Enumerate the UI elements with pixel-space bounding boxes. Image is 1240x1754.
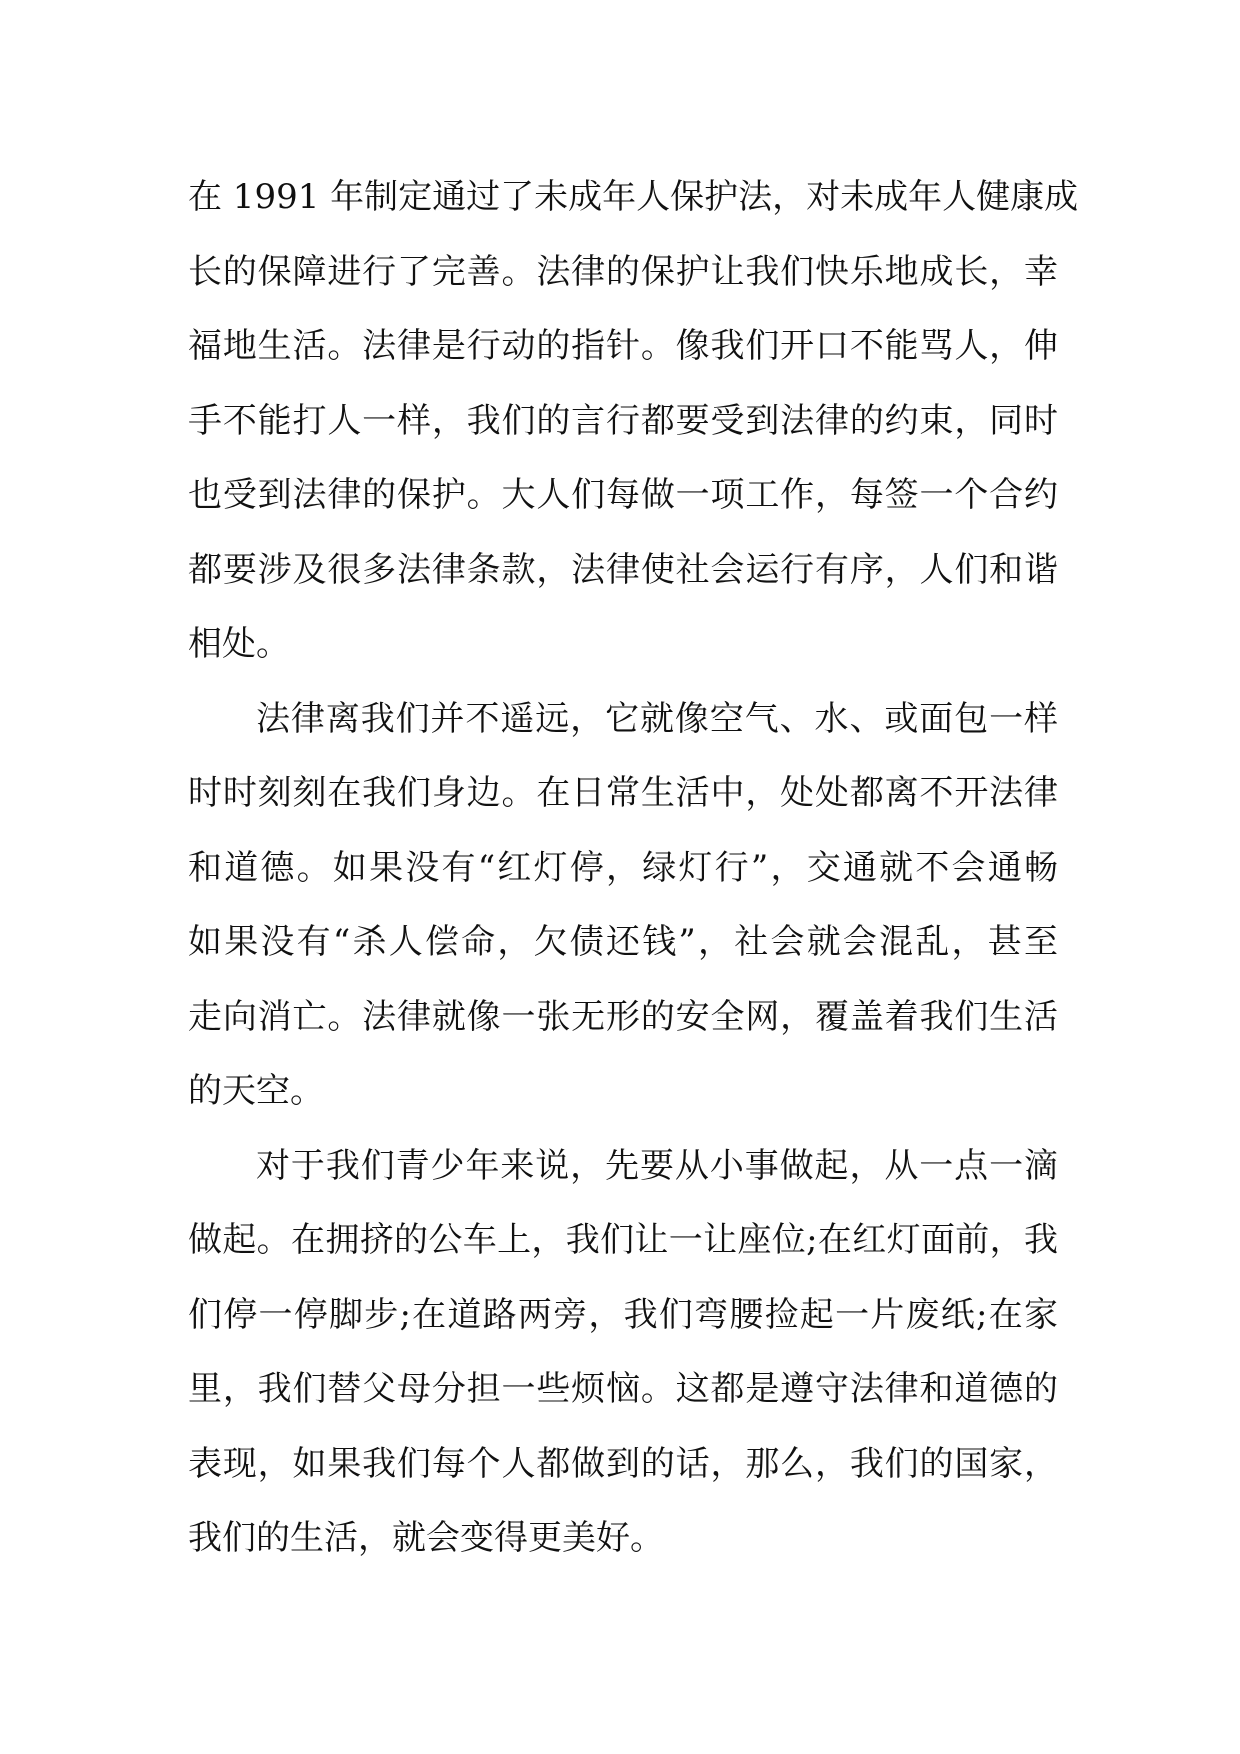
- text-line: 相处。: [188, 624, 290, 664]
- text-line: 也受到法律的保护。大人们每做一项工作，每签一个合约: [188, 475, 1058, 515]
- text-line: 里，我们替父母分担一些烦恼。这都是遵守法律和道德的: [188, 1369, 1058, 1409]
- text-line: 在 1991 年制定通过了未成年人保护法，对未成年人健康成: [188, 177, 1079, 217]
- text-line: 我们的生活，就会变得更美好。: [188, 1518, 664, 1558]
- text-line: 法律离我们并不遥远，它就像空气、水、或面包一样: [256, 698, 1058, 739]
- text-line: 对于我们青少年来说，先要从小事做起，从一点一滴: [256, 1145, 1058, 1186]
- text-line: 福地生活。法律是行动的指针。像我们开口不能骂人，伸: [188, 326, 1058, 366]
- text-line: 如果没有“杀人偿命，欠债还钱”，社会就会混乱，甚至: [188, 922, 1058, 962]
- text-line: 们停一停脚步;在道路两旁，我们弯腰捡起一片废纸;在家: [188, 1294, 1058, 1335]
- text-line: 表现，如果我们每个人都做到的话，那么，我们的国家，: [188, 1443, 1058, 1484]
- text-line: 做起。在拥挤的公车上，我们让一让座位;在红灯面前，我: [188, 1220, 1058, 1260]
- text-line: 时时刻刻在我们身边。在日常生活中，处处都离不开法律: [188, 773, 1058, 813]
- text-line: 手不能打人一样，我们的言行都要受到法律的约束，同时: [188, 400, 1058, 441]
- text-line: 的天空。: [188, 1071, 324, 1111]
- text-line: 和道德。如果没有“红灯停，绿灯行”，交通就不会通畅: [188, 847, 1058, 888]
- text-line: 长的保障进行了完善。法律的保护让我们快乐地成长，幸: [188, 251, 1058, 292]
- text-line: 都要涉及很多法律条款，法律使社会运行有序，人们和谐: [188, 549, 1058, 590]
- text-line: 走向消亡。法律就像一张无形的安全网，覆盖着我们生活: [188, 996, 1058, 1037]
- body-text: [188, 160, 1079, 1576]
